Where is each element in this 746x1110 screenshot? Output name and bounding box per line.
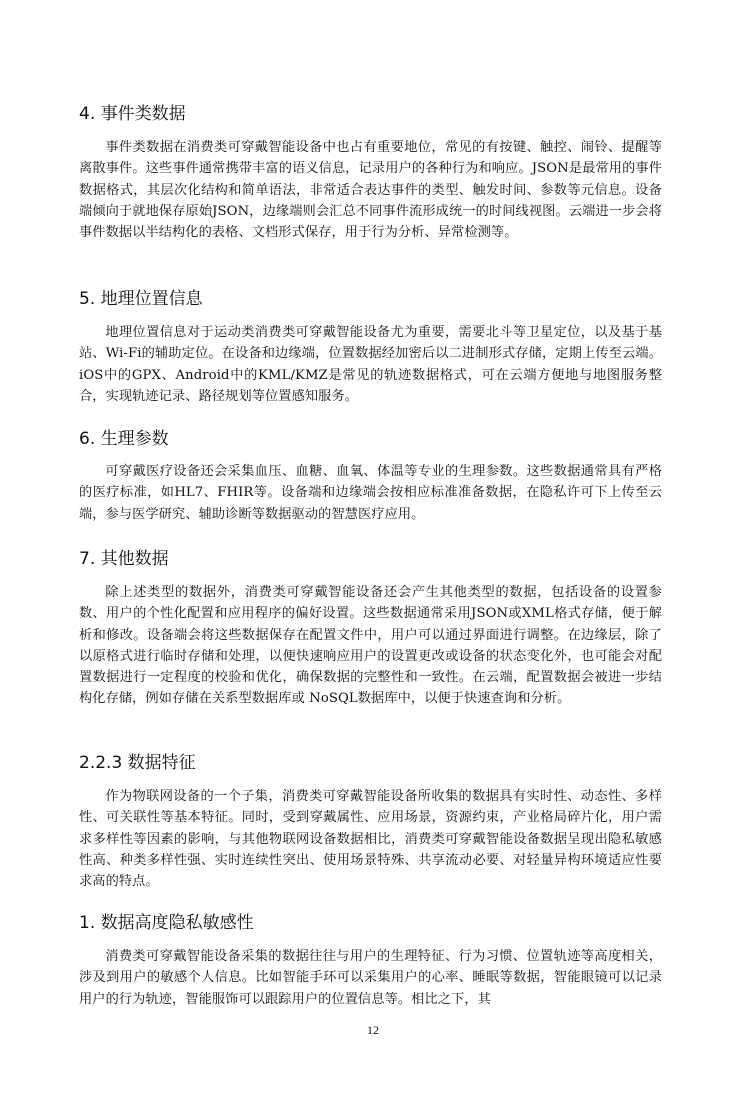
section-heading-physiological-data: 6. 生理参数 [79,429,169,449]
section-paragraph-event-data: 事件类数据在消费类可穿戴智能设备中也占有重要地位，常见的有按键、触控、闹铃、提醒等离散事件。这些事件通常携带丰富的语义信息，记录用户的各种行为和响应。JSON是最常用的事件数据格式，其层次化结构和简单语法，非常适合表达事件的类型、触发时间、参数等元信息。设备端倾向于就地保存原始JSON，边缘端则会汇总不同事件流形成统一的时间线视图。云端进一步会将事件数据以半结构化的表格、文档形式保存，用于行为分析、异常检测等。 [79,140,662,241]
section-heading-data-characteristics: 2.2.3 数据特征 [79,753,196,773]
section-heading-other-data: 7. 其他数据 [79,549,169,569]
section-paragraph-other-data: 除上述类型的数据外，消费类可穿戴智能设备还会产生其他类型的数据，包括设备的设置参数、用户的个性化配置和应用程序的偏好设置。这些数据通常采用JSON或XML格式存储，便于解析和修改。设备端会将这些数据保存在配置文件中，用户可以通过界面进行调整。在边缘层，除了以原格式进行临时存储和处理，以便快速响应用户的设置更改或设备的状态变化外，也可能会对配置数据进行一定程度的校验和优化，确保数据的完整性和一致性。在云端，配置数据会被进一步结构化存储，例如存储在关系型数据库或 NoSQL数据库中，以便于快速查询和分析。 [79,585,662,707]
section-paragraph-privacy-sensitivity: 消费类可穿戴智能设备采集的数据往往与用户的生理特征、行为习惯、位置轨迹等高度相关，涉及到用户的敏感个人信息。比如智能手环可以采集用户的心率、睡眠等数据，智能眼镜可以记录用户的行为轨迹，智能服饰可以跟踪用户的位置信息等。相比之下，其 [79,949,662,1007]
section-paragraph-physiological-data: 可穿戴医疗设备还会采集血压、血糖、血氧、体温等专业的生理参数。这些数据通常具有严格的医疗标准，如HL7、FHIR等。设备端和边缘端会按相应标准准备数据，在隐私许可下上传至云端，参与医学研究、辅助诊断等数据驱动的智慧医疗应用。 [79,464,662,522]
section-heading-event-data: 4. 事件类数据 [79,104,186,124]
page-number: 12 [367,1023,379,1037]
section-paragraph-location-data: 地理位置信息对于运动类消费类可穿戴智能设备尤为重要，需要北斗等卫星定位，以及基于基站、Wi-Fi的辅助定位。在设备和边缘端，位置数据经加密后以二进制形式存储，定期上传至云端。iOS中的GPX、Android中的KML/KMZ是常见的轨迹数据格式，可在云端方便地与地图服务整合，实现轨迹记录、路径规划等位置感知服务。 [79,325,662,404]
section-heading-location-data: 5. 地理位置信息 [79,289,203,309]
section-heading-privacy-sensitivity: 1. 数据高度隐私敏感性 [79,913,254,933]
section-paragraph-data-characteristics: 作为物联网设备的一个子集，消费类可穿戴智能设备所收集的数据具有实时性、动态性、多样性、可关联性等基本特征。同时，受到穿戴属性、应用场景，资源约束，产业格局碎片化，用户需求多样性等因素的影响，与其他物联网设备数据相比，消费类可穿戴智能设备数据呈现出隐私敏感性高、种类多样性强、实时连续性突出、使用场景特殊、共享流动必要、对轻量异构环境适应性要求高的特点。 [79,789,662,890]
